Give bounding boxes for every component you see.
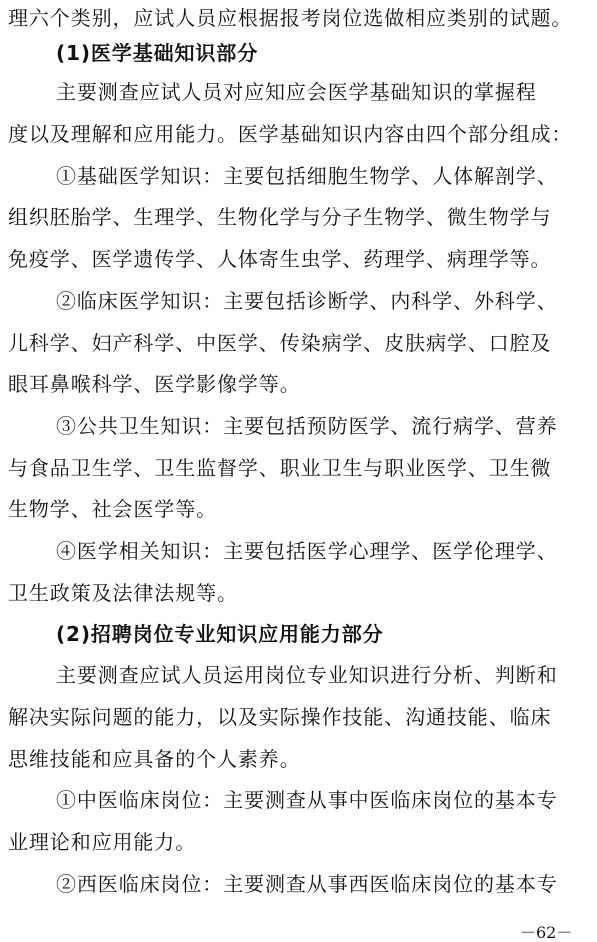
section-heading-2: (2)招聘岗位专业知识应用能力部分: [56, 622, 384, 646]
list-item-line: 眼耳鼻喉科学、医学影像学等。: [8, 372, 301, 396]
list-item-line: ②临床医学知识：主要包括诊断学、内科学、外科学、: [56, 289, 558, 313]
list-item-line: 组织胚胎学、生理学、生物化学与分子生物学、微生物学与: [8, 205, 552, 229]
page-number: －62－: [520, 923, 573, 942]
section-heading-1: (1)医学基础知识部分: [56, 41, 259, 65]
list-item-line: 卫生政策及法律法规等。: [8, 581, 238, 605]
list-item-line: ④医学相关知识：主要包括医学心理学、医学伦理学、: [56, 539, 558, 563]
list-item-line: ①中医临床岗位：主要测查从事中医临床岗位的基本专: [56, 788, 558, 812]
list-item-line: 与食品卫生学、卫生监督学、职业卫生与职业医学、卫生微: [8, 456, 552, 480]
list-item-line: 免疫学、医学遗传学、人体寄生虫学、药理学、病理学等。: [8, 247, 552, 271]
list-item-line: ②西医临床岗位：主要测查从事西医临床岗位的基本专: [56, 872, 558, 896]
paragraph-line: 思维技能和应具备的个人素养。: [8, 747, 301, 771]
list-item-line: 生物学、社会医学等。: [8, 497, 217, 521]
paragraph-line: 主要测查应试人员对应知应会医学基础知识的掌握程: [56, 80, 537, 104]
list-item-line: ①基础医学知识：主要包括细胞生物学、人体解剖学、: [56, 164, 558, 188]
paragraph-line: 解决实际问题的能力，以及实际操作技能、沟通技能、临床: [8, 705, 552, 729]
list-item-line: 业理论和应用能力。: [8, 830, 197, 854]
paragraph-line: 主要测查应试人员运用岗位专业知识进行分析、判断和: [56, 663, 558, 687]
text-line: 理六个类别，应试人员应根据报考岗位选做相应类别的试题。: [8, 6, 573, 30]
list-item-line: 儿科学、妇产科学、中医学、传染病学、皮肤病学、口腔及: [8, 331, 552, 355]
list-item-line: ③公共卫生知识：主要包括预防医学、流行病学、营养: [56, 414, 558, 438]
paragraph-line: 度以及理解和应用能力。医学基础知识内容由四个部分组成：: [8, 122, 573, 146]
